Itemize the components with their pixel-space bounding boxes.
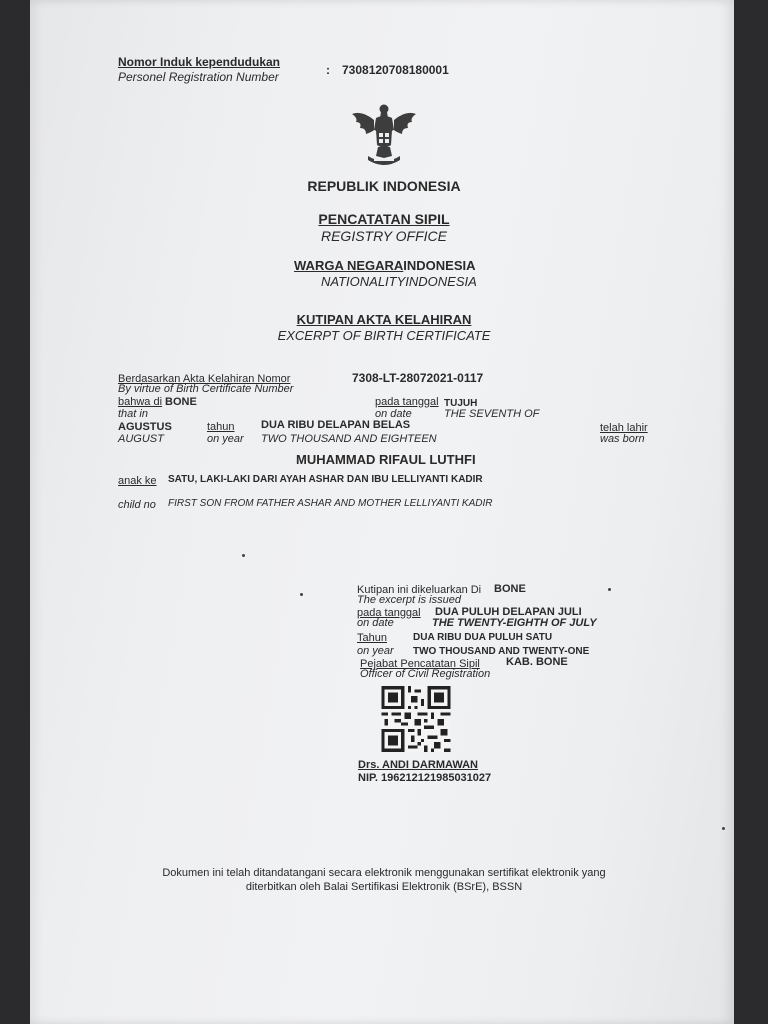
born-label-id: telah lahir (600, 422, 648, 434)
speck (608, 588, 611, 591)
month-id: AGUSTUS (118, 421, 172, 433)
footer-line-2: diterbitkan oleh Balai Sertifikasi Elektronik (BSrE), BSSN (245, 881, 523, 893)
nationality-en: NATIONALITYINDONESIA (321, 274, 477, 289)
date-label-id: pada tanggal (375, 396, 439, 408)
child-value-en: FIRST SON FROM FATHER ASHAR AND MOTHER LELLIYANTI KADIR (168, 498, 493, 509)
nationality-value: INDONESIA (403, 258, 476, 273)
issue-year-label-en: on year (357, 645, 394, 657)
issued-place: BONE (494, 583, 526, 595)
issue-year-value-id: DUA RIBU DUA PULUH SATU (413, 632, 553, 643)
nik-value: 7308120708180001 (342, 63, 449, 77)
issue-date-label-id: pada tanggal (357, 607, 421, 619)
officer-label-en: Officer of Civil Registration (360, 668, 491, 680)
cert-label-id: Berdasarkan Akta Kelahiran Nomor (118, 373, 291, 385)
year-label-id: tahun (207, 421, 235, 433)
officer-region: KAB. BONE (506, 656, 568, 668)
child-name: MUHAMMAD RIFAUL LUTHFI (296, 452, 476, 467)
office-title-en: REGISTRY OFFICE (320, 228, 447, 244)
nik-label-en: Personel Registration Number (118, 70, 279, 84)
officer-label-id: Pejabat Pencatatan Sipil (360, 658, 480, 670)
nationality-line (294, 258, 476, 273)
place-value: BONE (165, 396, 197, 408)
place-label-id: bahwa di (118, 396, 163, 408)
issue-date-label-en: on date (357, 617, 394, 629)
date-value-id: TUJUH (444, 398, 478, 409)
born-label-en: was born (600, 433, 645, 445)
nik-label-id: Nomor Induk kependudukan (118, 55, 281, 69)
year-label-en: on year (207, 433, 244, 445)
child-value-id: SATU, LAKI-LAKI DARI AYAH ASHAR DAN IBU LELLIYANTI KADIR (168, 474, 483, 485)
cert-number: 7308-LT-28072021-0117 (352, 371, 484, 385)
speck (722, 827, 725, 830)
official-name: Drs. ANDI DARMAWAN (358, 759, 478, 771)
issued-label-en: The excerpt is issued (357, 594, 461, 606)
child-label-en: child no (118, 499, 156, 511)
date-label-en: on date (375, 408, 412, 420)
speck (242, 554, 245, 557)
document-title-id: KUTIPAN AKTA KELAHIRAN (296, 312, 472, 327)
republic-title: REPUBLIK INDONESIA (307, 178, 461, 194)
issued-label-id: Kutipan ini dikeluarkan Di (357, 584, 482, 596)
official-nip: NIP. 196212121985031027 (358, 772, 492, 784)
month-en: AUGUST (118, 433, 164, 445)
footer-line-1: Dokumen ini telah ditandatangani secara elektronik menggunakan sertifikat elektronik yang (162, 867, 606, 879)
nik-colon: : (326, 63, 330, 77)
qr-code-icon (381, 686, 451, 752)
date-value-en: THE SEVENTH OF (444, 408, 540, 420)
speck (300, 593, 303, 596)
year-value-id: DUA RIBU DELAPAN BELAS (261, 419, 411, 431)
cert-label-en: By virtue of Birth Certificate Number (118, 383, 294, 395)
place-label-en: that in (118, 408, 148, 420)
issue-year-value-en: TWO THOUSAND AND TWENTY-ONE (413, 646, 590, 657)
year-value-en: TWO THOUSAND AND EIGHTEEN (261, 433, 437, 445)
garuda-emblem-icon (348, 100, 420, 170)
issue-date-value-en: THE TWENTY-EIGHTH OF JULY (432, 617, 597, 629)
issue-date-value-id: DUA PULUH DELAPAN JULI (435, 606, 582, 618)
issue-year-label-id: Tahun (357, 632, 387, 644)
document-title-en: EXCERPT OF BIRTH CERTIFICATE (277, 328, 491, 343)
office-title-id: PENCATATAN SIPIL (318, 211, 450, 227)
nationality-label: WARGA NEGARA (294, 258, 404, 273)
child-label-id: anak ke (118, 475, 157, 487)
